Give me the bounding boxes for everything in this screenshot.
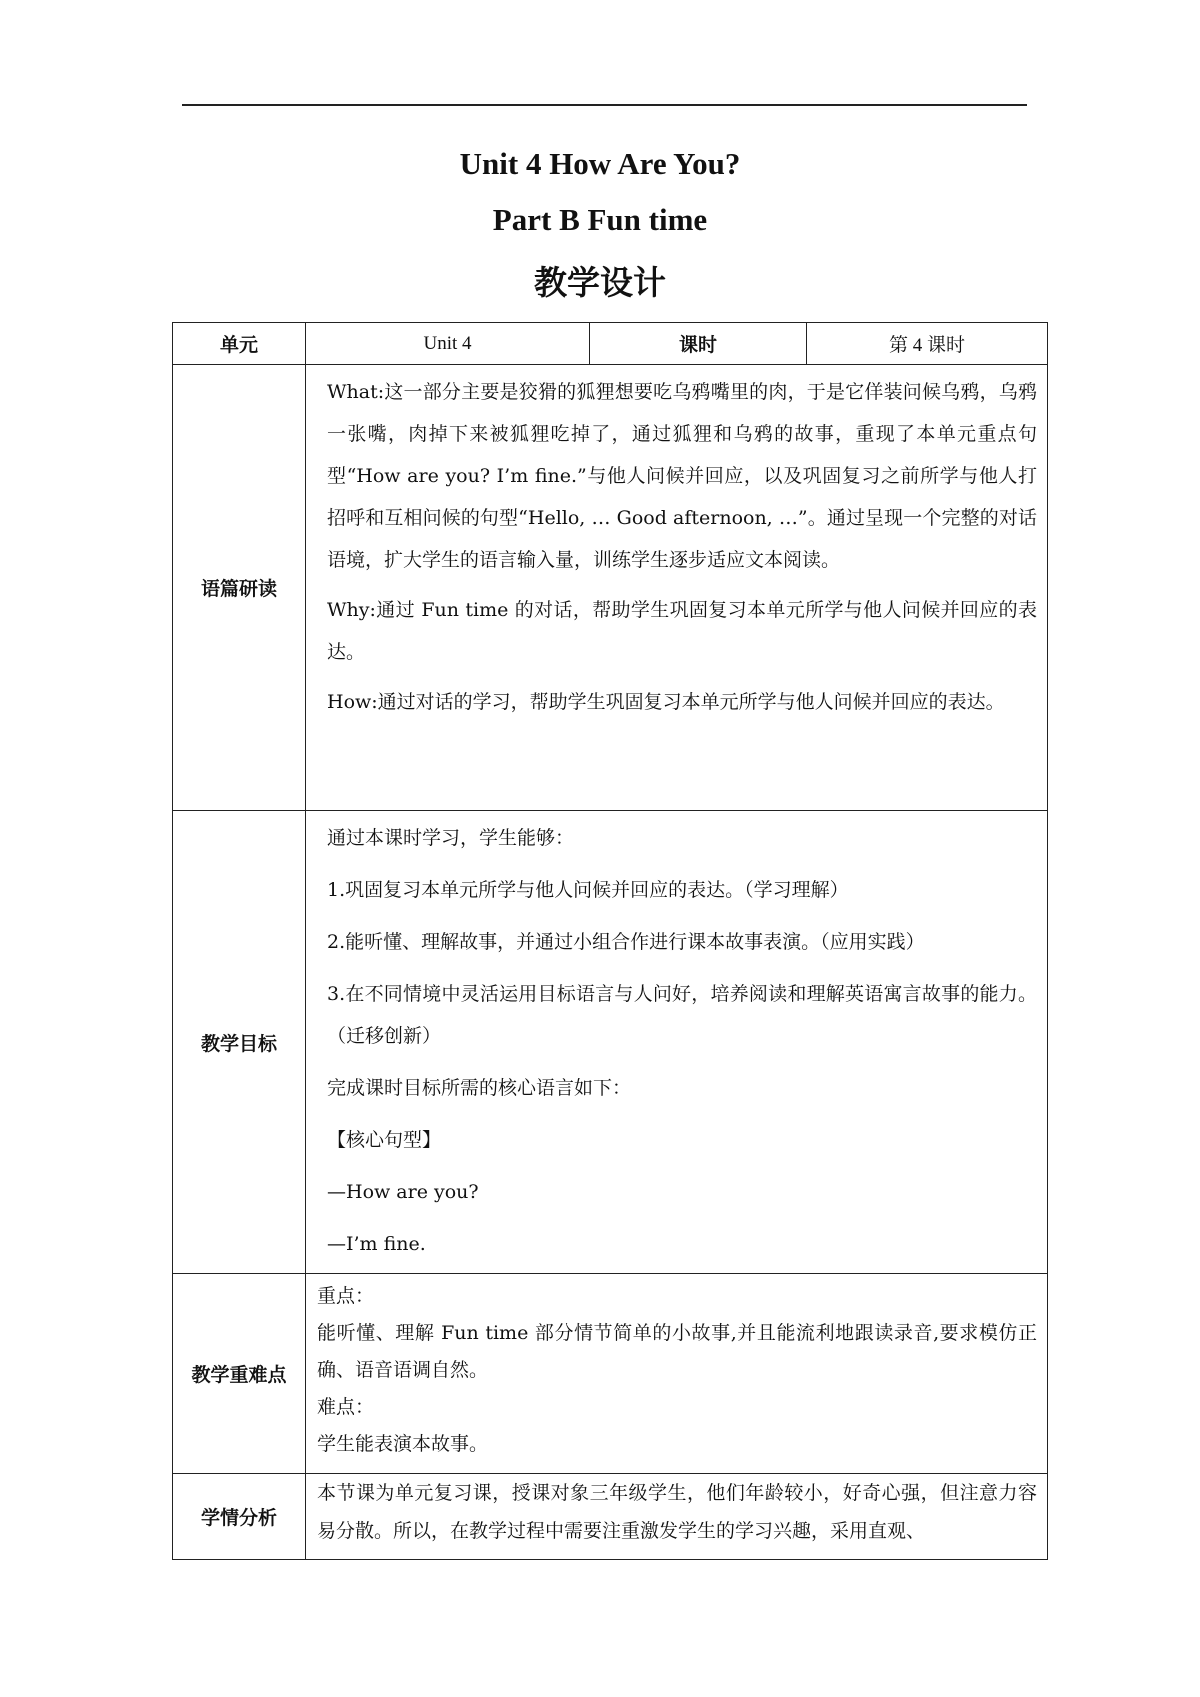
learner-analysis-content [306,1474,1048,1560]
key-points-content [306,1274,1048,1474]
key-points-label: 教学重难点 [173,1274,306,1474]
objectives-intro: 通过本课时学习，学生能够： [327,827,575,849]
period-value: 第 4 课时 [807,323,1048,365]
key-point-heading: 重点： [317,1285,375,1307]
objectives-label: 教学目标 [173,811,306,1274]
unit-label: 单元 [173,323,306,365]
why-paragraph: Why:通过 Fun time 的对话，帮助学生巩固复习本单元所学与他人问候并回应的表达。 [327,599,1037,663]
header-row [173,323,1048,365]
text-analysis-row [173,365,1048,811]
learner-analysis-text: 本节课为单元复习课，授课对象三年级学生，他们年龄较小，好奇心强，但注意力容易分散。所以，在教学过程中需要注重激发学生的学习兴趣，采用直观、 [317,1482,1037,1542]
header-rule [182,104,1027,106]
document-subtitle: Part B Fun time [492,202,708,237]
lesson-plan-table [172,322,1048,1560]
learner-analysis-row [173,1474,1048,1560]
core-sentence-answer: —I’m fine. [327,1233,426,1255]
learner-analysis-label: 学情分析 [173,1474,306,1560]
objectives-content [306,811,1048,1274]
unit-value: Unit 4 [306,323,590,365]
objective-item-1: 1.巩固复习本单元所学与他人问候并回应的表达。（学习理解） [327,879,849,901]
period-label: 课时 [590,323,807,365]
objectives-row [173,811,1048,1274]
core-sentence-question: —How are you? [327,1181,479,1203]
difficulty-heading: 难点： [317,1396,375,1418]
objective-item-3: 3.在不同情境中灵活运用目标语言与人问好，培养阅读和理解英语寓言故事的能力。（迁移创新） [327,983,1037,1047]
key-points-row [173,1274,1048,1474]
how-paragraph: How:通过对话的学习，帮助学生巩固复习本单元所学与他人问候并回应的表达。 [327,691,1005,713]
document-title: Unit 4 How Are You? [459,146,741,181]
core-language-intro: 完成课时目标所需的核心语言如下： [327,1077,632,1099]
what-paragraph: What:这一部分主要是狡猾的狐狸想要吃乌鸦嘴里的肉，于是它佯装问候乌鸦，乌鸦一张嘴，肉掉下来被狐狸吃掉了，通过狐狸和乌鸦的故事，重现了本单元重点句型“How are you? I’m fine.”与他人问候并回应，以及巩固复习之前所学与他人打招呼和互相问候的句型“Hello, … Good afternoon, …”。通过呈现一个完整的对话语境，扩大学生的语言输入量，训练学生逐步适应文本阅读。 [327,381,1037,571]
objective-item-2: 2.能听懂、理解故事，并通过小组合作进行课本故事表演。（应用实践） [327,931,925,953]
text-analysis-label: 语篇研读 [173,365,306,811]
difficulty-text: 学生能表演本故事。 [317,1433,489,1455]
document-heading: 教学设计 [534,263,666,302]
text-analysis-content [306,365,1048,811]
key-point-text: 能听懂、理解 Fun time 部分情节简单的小故事,并且能流利地跟读录音,要求模仿正确、语音语调自然。 [317,1322,1037,1381]
core-sentence-heading: 【核心句型】 [327,1129,442,1151]
